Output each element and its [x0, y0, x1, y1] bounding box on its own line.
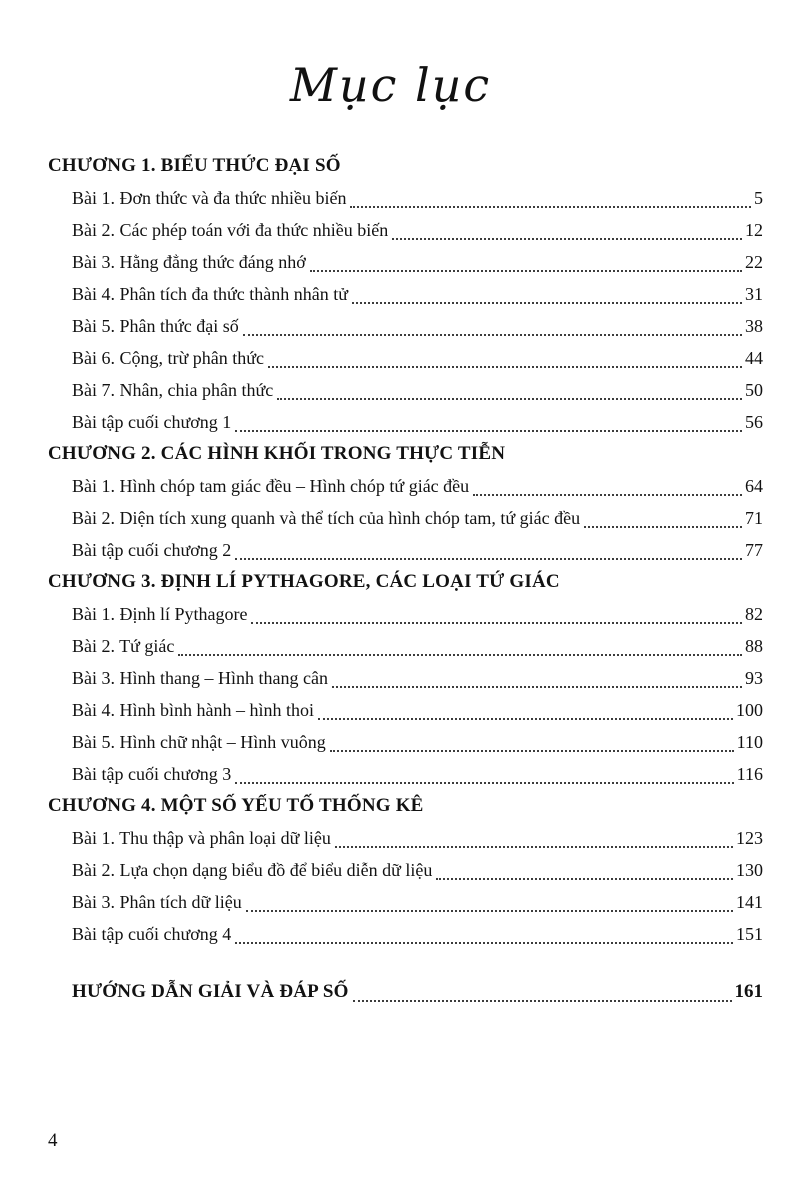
- toc-entry-page: 22: [745, 252, 763, 272]
- dot-leader: [235, 782, 733, 784]
- dot-leader: [350, 206, 751, 208]
- toc-entry: [48, 886, 763, 918]
- toc-entry-label: Bài tập cuối chương 3: [72, 764, 232, 784]
- toc-entry-label: Bài 1. Định lí Pythagore: [72, 604, 248, 624]
- chapter-heading: CHƯƠNG 1. BIỂU THỨC ĐẠI SỐ: [48, 155, 341, 176]
- toc-entry: [48, 822, 763, 854]
- toc-entry-label: Bài 1. Hình chóp tam giác đều – Hình chóp tứ giác đều: [72, 476, 470, 496]
- dot-leader: [246, 910, 733, 912]
- toc-entry-page: 88: [745, 636, 763, 656]
- toc-list: [48, 150, 763, 950]
- dot-leader: [353, 1000, 732, 1002]
- dot-leader: [318, 718, 733, 720]
- toc-entry-page: 93: [745, 668, 763, 688]
- toc-entry-label: Bài 3. Phân tích dữ liệu: [72, 892, 242, 912]
- toc-entry: [48, 502, 763, 534]
- toc-entry-page: 64: [745, 476, 763, 496]
- toc-entry: [48, 182, 763, 214]
- toc-entry-page: 38: [745, 316, 763, 336]
- toc-entry-label: Bài 2. Các phép toán với đa thức nhiều biến: [72, 220, 389, 240]
- chapter-heading: CHƯƠNG 2. CÁC HÌNH KHỐI TRONG THỰC TIỄN: [48, 443, 506, 464]
- dot-leader: [235, 558, 742, 560]
- page-number: 4: [48, 1130, 58, 1151]
- chapter-heading: CHƯƠNG 3. ĐỊNH LÍ PYTHAGORE, CÁC LOẠI TỨ GIÁC: [48, 571, 560, 592]
- toc-entry: [48, 342, 763, 374]
- dot-leader: [178, 654, 742, 656]
- toc-entry-label: Bài 1. Đơn thức và đa thức nhiều biến: [72, 188, 347, 208]
- dot-leader: [310, 270, 742, 272]
- toc-entry: [48, 214, 763, 246]
- toc-entry: [48, 694, 763, 726]
- toc-entry-page: 82: [745, 604, 763, 624]
- toc-entry: [48, 470, 763, 502]
- toc-entry-page: 5: [754, 188, 763, 208]
- toc-entry-label: Bài tập cuối chương 4: [72, 924, 232, 944]
- toc-entry-page: 31: [745, 284, 763, 304]
- dot-leader: [251, 622, 742, 624]
- toc-entry: [48, 662, 763, 694]
- dot-leader: [392, 238, 742, 240]
- toc-entry-page: 50: [745, 380, 763, 400]
- toc-entry: [48, 726, 763, 758]
- toc-entry: [48, 278, 763, 310]
- toc-entry-page: 123: [736, 828, 763, 848]
- toc-entry-page: 71: [745, 508, 763, 528]
- toc-entry: [48, 310, 763, 342]
- toc-entry-label: Bài 1. Thu thập và phân loại dữ liệu: [72, 828, 331, 848]
- toc-entry: [48, 918, 763, 950]
- toc-entry-label: Bài 2. Lựa chọn dạng biểu đồ để biểu diễn dữ liệu: [72, 860, 433, 880]
- toc-entry-page: 100: [736, 700, 763, 720]
- toc-entry-page: 12: [745, 220, 763, 240]
- toc-entry-label: Bài 3. Hằng đẳng thức đáng nhớ: [72, 252, 306, 272]
- toc-entry-label: Bài 7. Nhân, chia phân thức: [72, 380, 274, 400]
- toc-entry: [48, 630, 763, 662]
- dot-leader: [235, 942, 733, 944]
- toc-final-entry: [48, 976, 763, 1008]
- toc-entry: [48, 246, 763, 278]
- toc-entry-page: 77: [745, 540, 763, 560]
- toc-entry-label: Bài 5. Phân thức đại số: [72, 316, 239, 336]
- dot-leader: [436, 878, 733, 880]
- dot-leader: [584, 526, 742, 528]
- page-title: Mục lục: [289, 58, 492, 112]
- toc-entry-page: 44: [745, 348, 763, 368]
- dot-leader: [352, 302, 742, 304]
- toc-entry-label: Bài 4. Hình bình hành – hình thoi: [72, 700, 314, 720]
- toc-entry-label: Bài tập cuối chương 1: [72, 412, 232, 432]
- toc-entry-page: 116: [736, 764, 763, 784]
- toc-entry-label: Bài 2. Tứ giác: [72, 636, 175, 656]
- toc-entry: [48, 534, 763, 566]
- toc-entry: [48, 598, 763, 630]
- toc-entry-page: 141: [736, 892, 763, 912]
- dot-leader: [473, 494, 742, 496]
- toc-entry-page: 110: [736, 732, 763, 752]
- toc-entry-page: 130: [736, 860, 763, 880]
- dot-leader: [332, 686, 742, 688]
- toc-entry-label: Bài 3. Hình thang – Hình thang cân: [72, 668, 328, 688]
- toc-entry: [48, 758, 763, 790]
- toc-entry-label: Bài 2. Diện tích xung quanh và thể tích của hình chóp tam, tứ giác đều: [72, 508, 581, 528]
- dot-leader: [243, 334, 742, 336]
- dot-leader: [335, 846, 733, 848]
- toc-entry-label: Bài 6. Cộng, trừ phân thức: [72, 348, 264, 368]
- toc-final-entry-page: 161: [734, 981, 763, 1002]
- toc-entry-page: 56: [745, 412, 763, 432]
- toc-final-entry-label: HƯỚNG DẪN GIẢI VÀ ĐÁP SỐ: [72, 981, 349, 1002]
- toc-entry: [48, 854, 763, 886]
- toc-entry-page: 151: [736, 924, 763, 944]
- toc-entry: [48, 374, 763, 406]
- toc-entry-label: Bài tập cuối chương 2: [72, 540, 232, 560]
- toc-entry-label: Bài 4. Phân tích đa thức thành nhân tử: [72, 284, 348, 304]
- dot-leader: [277, 398, 742, 400]
- toc-entry-label: Bài 5. Hình chữ nhật – Hình vuông: [72, 732, 326, 752]
- toc-entry: [48, 406, 763, 438]
- dot-leader: [235, 430, 742, 432]
- dot-leader: [330, 750, 734, 752]
- dot-leader: [268, 366, 742, 368]
- chapter-heading: CHƯƠNG 4. MỘT SỐ YẾU TỐ THỐNG KÊ: [48, 795, 424, 816]
